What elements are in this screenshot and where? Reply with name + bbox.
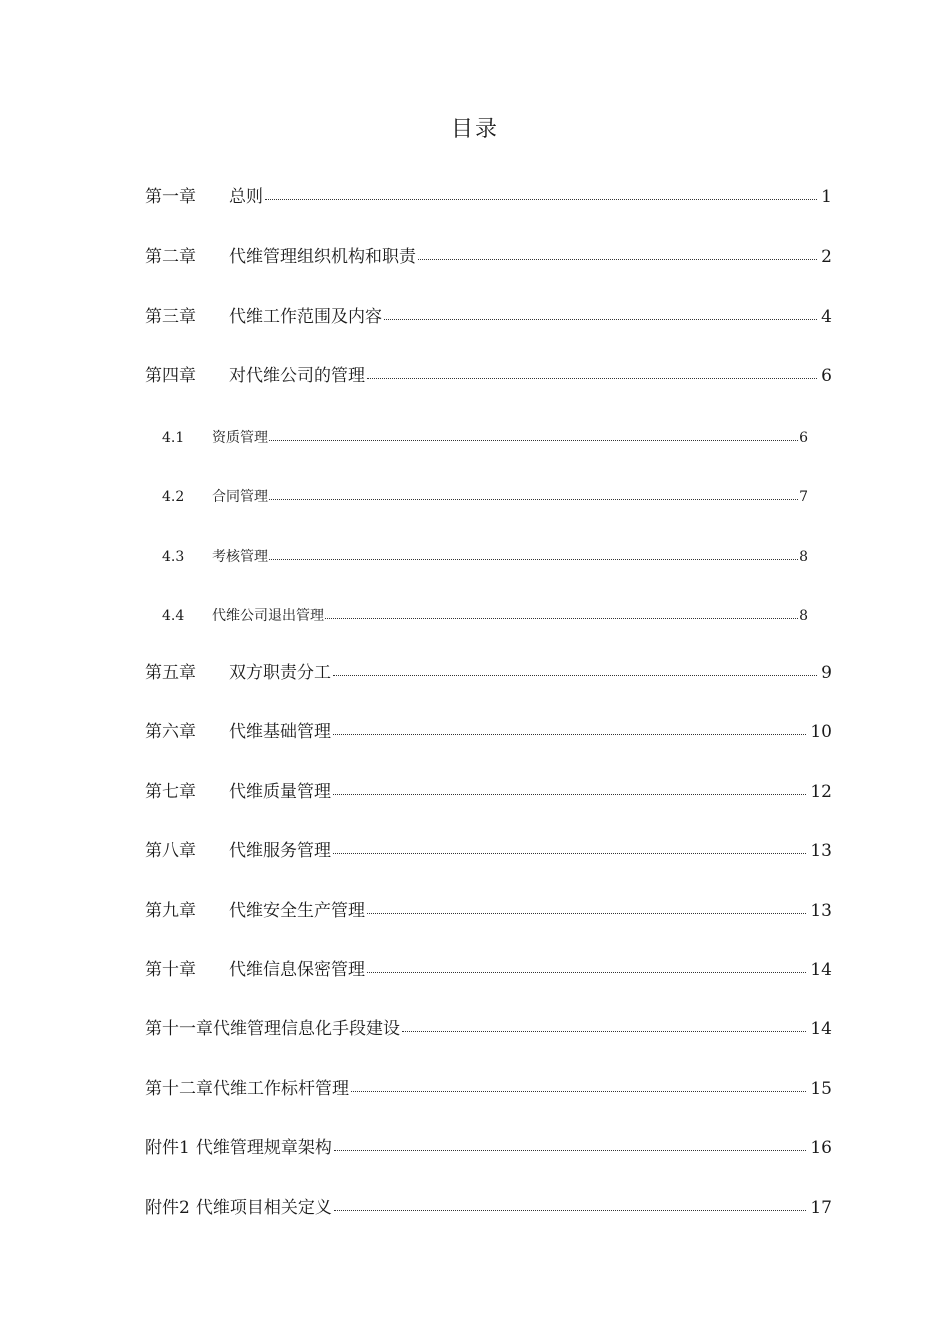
toc-entry-number: 4.3 [162,549,185,565]
toc-entry-chapter-4[interactable] [145,361,832,386]
toc-entry-page: 7 [799,489,808,505]
toc-entry-chapter-8[interactable] [145,836,832,861]
toc-entry-label: 代维基础管理 [229,722,331,742]
toc-entry-page: 17 [810,1198,832,1218]
toc-entry-label: 代维工作标杆管理 [213,1079,349,1099]
toc-entry-label: 考核管理 [212,549,268,565]
dot-leader [333,794,806,795]
toc-entry-number: 4.4 [162,608,185,624]
toc-entry-page: 4 [821,307,832,327]
toc-entry-number: 4.2 [162,489,185,505]
toc-entry-chapter-2[interactable] [145,242,832,267]
dot-leader [384,319,817,320]
page-title: 目录 [450,117,499,142]
toc-entry-page: 13 [810,901,832,921]
toc-entry-page: 15 [810,1079,832,1099]
toc-entry-number: 第四章 [145,366,196,386]
toc-entry-label: 代维管理信息化手段建设 [213,1019,400,1039]
toc-entry-page: 1 [821,187,832,207]
dot-leader [333,853,806,854]
toc-entry-label: 代维服务管理 [229,841,331,861]
dot-leader [367,972,806,973]
toc-entry-chapter-6[interactable] [145,717,832,742]
toc-entry-chapter-9[interactable] [145,896,832,921]
toc-entry-label: 代维公司退出管理 [212,608,324,624]
toc-entry-number: 第八章 [145,841,196,861]
dot-leader [333,675,817,676]
toc-entry-section-4-1[interactable] [162,427,808,447]
dot-leader [333,734,806,735]
toc-entry-page: 8 [799,549,808,565]
dot-leader [269,499,798,500]
dot-leader [269,559,798,560]
toc-entry-chapter-5[interactable] [145,658,832,683]
toc-entry-number: 第七章 [145,782,196,802]
toc-entry-number: 第六章 [145,722,196,742]
toc-entry-section-4-4[interactable] [162,605,808,625]
toc-entry-attachment-1[interactable] [145,1133,832,1158]
toc-entry-label: 代维管理规章架构 [195,1138,332,1158]
toc-entry-label: 代维项目相关定义 [195,1198,332,1218]
toc-entry-number: 附件1 [145,1138,190,1158]
toc-entry-label: 代维质量管理 [229,782,331,802]
toc-entry-page: 16 [810,1138,832,1158]
dot-leader [334,1150,807,1151]
toc-entry-attachment-2[interactable] [145,1193,832,1218]
toc-entry-number: 第九章 [145,901,196,921]
toc-entry-page: 6 [799,430,808,446]
dot-leader [402,1031,806,1032]
dot-leader [367,378,817,379]
toc-entry-chapter-1[interactable] [145,182,832,207]
toc-entry-label: 总则 [229,187,263,207]
toc-entry-number: 第三章 [145,307,196,327]
toc-entry-label: 合同管理 [212,489,268,505]
toc-entry-number: 第十二章 [145,1079,213,1099]
toc-entry-chapter-12[interactable] [145,1074,832,1099]
toc-entry-page: 14 [810,960,832,980]
toc-entry-number: 第十章 [145,960,196,980]
toc-entry-section-4-3[interactable] [162,546,808,566]
toc-entry-page: 14 [810,1019,832,1039]
dot-leader [325,618,798,619]
toc-entry-page: 2 [821,247,832,267]
toc-entry-page: 9 [821,663,832,683]
toc-entry-label: 代维安全生产管理 [229,901,365,921]
toc-entry-number: 第十一章 [145,1019,213,1039]
toc-entry-number: 附件2 [145,1198,190,1218]
toc-entry-number: 第一章 [145,187,196,207]
toc-entry-label: 代维工作范围及内容 [229,307,382,327]
toc-entry-chapter-7[interactable] [145,777,832,802]
toc-entry-label: 资质管理 [212,430,268,446]
toc-entry-chapter-10[interactable] [145,955,832,980]
toc-entry-label: 代维信息保密管理 [229,960,365,980]
toc-entry-chapter-3[interactable] [145,302,832,327]
toc-entry-section-4-2[interactable] [162,486,808,506]
dot-leader [269,440,798,441]
toc-entry-label: 双方职责分工 [229,663,331,683]
dot-leader [351,1091,806,1092]
toc-entry-number: 4.1 [162,430,185,446]
dot-leader [418,259,817,260]
toc-entry-page: 13 [810,841,832,861]
toc-entry-label: 对代维公司的管理 [229,366,365,386]
toc-entry-number: 第五章 [145,663,196,683]
toc-entry-page: 6 [821,366,832,386]
toc-entry-page: 8 [799,608,808,624]
toc-entry-chapter-11[interactable] [145,1014,832,1039]
toc-entry-label: 代维管理组织机构和职责 [229,247,416,267]
toc-entry-number: 第二章 [145,247,196,267]
dot-leader [265,199,817,200]
toc-entry-page: 10 [810,722,832,742]
dot-leader [334,1210,807,1211]
toc-entry-page: 12 [810,782,832,802]
dot-leader [367,913,806,914]
